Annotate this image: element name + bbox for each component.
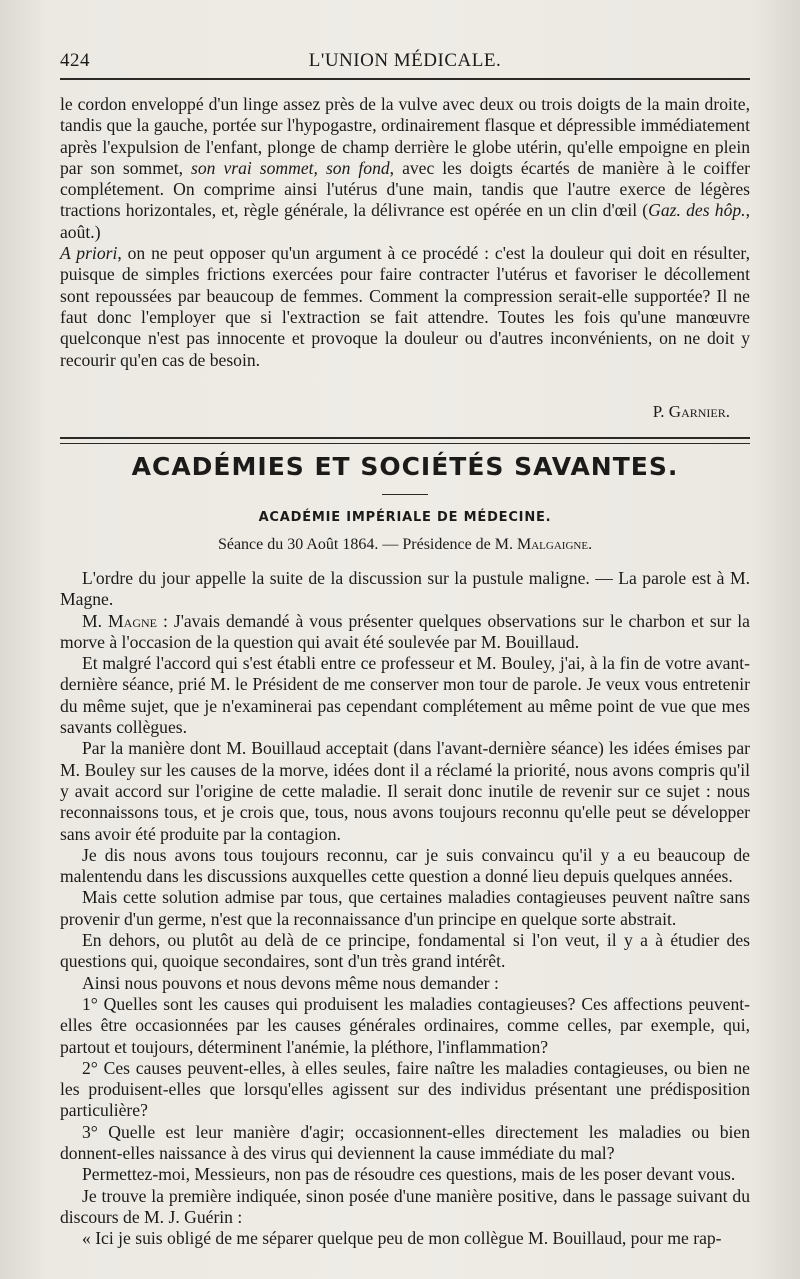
- journal-title: L'UNION MÉDICALE.: [308, 50, 502, 71]
- question-item: 3° Quelle est leur manière d'agir; occasionnent-elles directement les maladies ou bien donnent-elles naissance à des virus qui deviennent la cause immédiate du mal?: [60, 1121, 750, 1164]
- paragraph: Par la manière dont M. Bouillaud acceptait (dans l'avant-dernière séance) les idées émises par M. Bouley sur les causes de la morve, idées dont il a réclamé la priorité, nous avons compris qu'il y avait accord sur l'origine de cette maladie. Il serait donc inutile de revenir sur ce sujet : nous reconnaissons tous, et je crois que, tous, nous avons toujours reconnu qu'elle peut se développer sans avoir été produite par la contagion.: [60, 738, 750, 844]
- paragraph: Je trouve la première indiquée, sinon posée d'une manière positive, dans le passage suivant du discours de M. J. Guérin :: [60, 1185, 750, 1227]
- paragraph: Et malgré l'accord qui s'est établi entre ce professeur et M. Bouley, j'ai, à la fin de votre avant-dernière séance, prié M. le Président de me conserver mon tour de parole. Je veux vous entretenir du même sujet, que je n'examinerai pas cependant complétement au même point de vue que mes savants collègues.: [60, 653, 750, 738]
- minutes-text-block: [60, 568, 750, 1250]
- speaker-name: M. Magne: [82, 610, 157, 631]
- paragraph: Permettez-moi, Messieurs, non pas de résoudre ces questions, mais de les poser devant vous.: [82, 1164, 736, 1185]
- paragraph: En dehors, ou plutôt au delà de ce principe, fondamental si l'on veut, il y a à étudier des questions qui, quoique secondaires, sont d'un très grand intérêt.: [60, 930, 750, 972]
- question-item: 2° Ces causes peuvent-elles, à elles seules, faire naître les maladies contagieuses, ou bien ne les produisent-elles que lorsqu'elles agissent sur des individus présentant une prédisposition particulière?: [60, 1057, 750, 1121]
- title-rule: [382, 494, 428, 495]
- upper-text-block: [60, 94, 750, 371]
- paragraph: Mais cette solution admise par tous, que certaines maladies contagieuses peuvent naître sans provenir d'un germe, n'est que la reconnaissance d'un principe en quelque sorte abstrait.: [60, 887, 750, 929]
- author-signature: P. Garnier.: [652, 402, 730, 421]
- question-item: 1° Quelles sont les causes qui produisent les maladies contagieuses? Ces affections peuvent-elles être occasionnées par les causes générales ordinaires, comme celles, par exemple, qui, partout et toujours, déterminent l'anémie, la pléthore, l'inflammation?: [60, 993, 750, 1057]
- section-title: ACADÉMIES ET SOCIÉTÉS SAVANTES.: [131, 452, 679, 481]
- italic-phrase: son vrai sommet, son fond: [191, 157, 390, 178]
- paragraph: Je dis nous avons tous toujours reconnu, car je suis convaincu qu'il y a eu beaucoup de malentendu dans les discussions auxquelles cette question a donné lieu depuis quelques années.: [60, 844, 750, 887]
- section-divider: [60, 437, 750, 444]
- paragraph: L'ordre du jour appelle la suite de la discussion sur la pustule maligne. — La parole est à M. Magne.: [60, 568, 750, 610]
- intro-paragraph: le cordon enveloppé d'un linge assez près de la vulve avec deux ou trois doigts de la main droite, tandis que la gauche, portée sur l'hypogastre, ordinairement flasque et dépressible immédiatement après l'expulsion de l'enfant, plonge de champ derrière le globe utérin, qu'elle empoigne en plein par son sommet, son vrai sommet, son fond, avec les doigts écartés de manière à le coiffer complétement. On comprime ainsi l'utérus d'une main, tandis que l'autre exerce de légères tractions horizontales, et, règle générale, la délivrance est opérée en un clin d'œil (Gaz. des hôp., août.): [60, 94, 750, 242]
- header-rule: [60, 78, 750, 80]
- paragraph: M. Magne : J'avais demandé à vous présenter quelques observations sur le charbon et sur la morve à l'occasion de la question qui avait été soulevée par M. Bouillaud.: [60, 610, 750, 652]
- quotation-start: « Ici je suis obligé de me séparer quelque peu de mon collègue M. Bouillaud, pour me rap-: [82, 1228, 722, 1249]
- academy-title: ACADÉMIE IMPÉRIALE DE MÉDECINE.: [258, 510, 552, 525]
- citation-source: Gaz. des hôp.: [648, 200, 746, 221]
- priori-paragraph: A priori, on ne peut opposer qu'un argument à ce procédé : c'est la douleur qui doit en résulter, puisque de simples frictions exercées pour faire contracter l'utérus et favoriser le décollement sont repoussées par beaucoup de femmes. Comment la compression serait-elle supportée? Il ne faut donc l'employer que si l'extraction se fait attendre. Toutes les fois qu'une manœuvre quelconque n'est pas innocente et provoque la douleur ou d'autres inconvénients, on ne doit y recourir qu'en cas de besoin.: [60, 243, 750, 370]
- president-name: Malgaigne: [517, 536, 589, 553]
- running-head: [60, 50, 750, 74]
- paragraph: Ainsi nous pouvons et nous devons même nous demander :: [82, 972, 499, 993]
- page-number: 424: [60, 50, 90, 71]
- session-line: Séance du 30 Août 1864. — Présidence de M. Malgaigne.: [217, 536, 593, 553]
